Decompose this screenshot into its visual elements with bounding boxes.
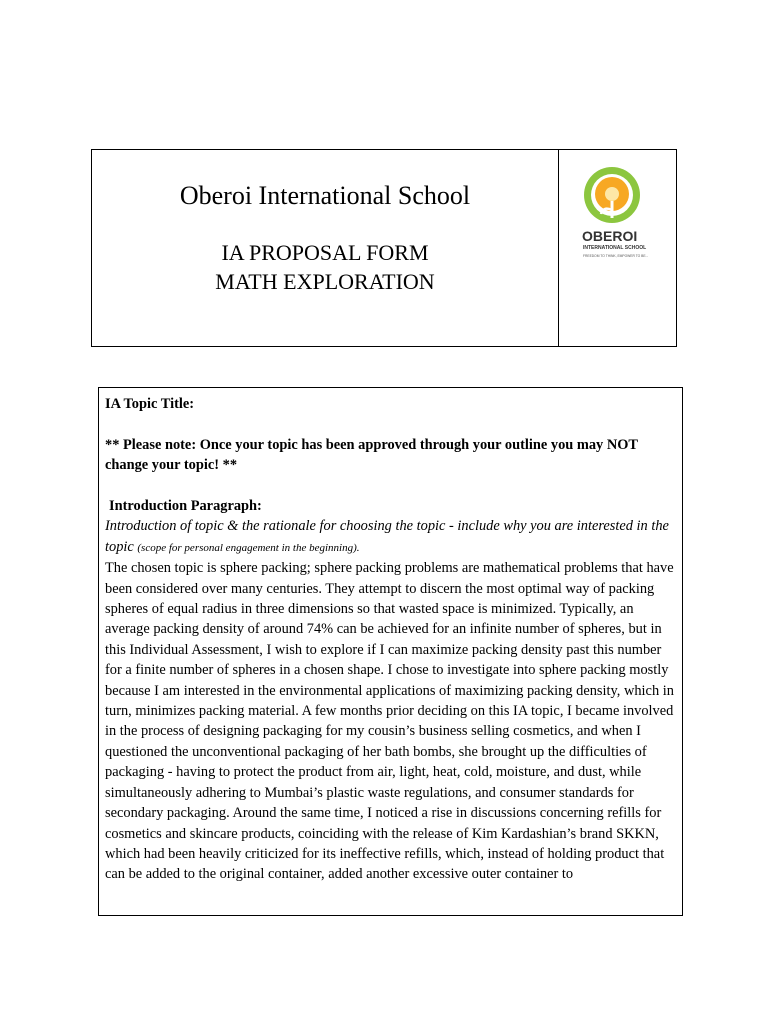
- school-name: Oberoi International School: [179, 181, 471, 210]
- approval-note: ** Please note: Once your topic has been approved through your outline you may NOT change your topic! **: [105, 436, 638, 474]
- form-title-line2: MATH EXPLORATION: [215, 269, 435, 294]
- form-title-line1: IA PROPOSAL FORM: [221, 240, 429, 265]
- intro-instruction-text: Introduction of topic & the rationale for choosing the topic - include why you are interested in the topic: [105, 518, 669, 555]
- intro-scope-text: (scope for personal engagement in the beginning).: [137, 541, 360, 554]
- logo-tagline: FREEDOM TO THINK, EMPOWER TO BE...: [583, 254, 649, 258]
- topic-title-label: IA Topic Title:: [105, 396, 195, 412]
- header-logo-cell: [559, 150, 676, 346]
- header-title-cell: [92, 150, 559, 346]
- header-table: [91, 149, 677, 347]
- intro-heading: Introduction Paragraph:: [109, 498, 262, 514]
- logo-wordmark: OBEROI: [582, 228, 638, 244]
- intro-body-text: The chosen topic is sphere packing; sphere packing problems are mathematical problems that have been considered over many centuries. They attempt to discern the most optimal way of packing spheres of equal radius in three dimensions so that wasted space is minimized. Typically, an average packing density of around 74% can be achieved for an infinite number of spheres, but in this Individual Assessment, I wish to explore if I can maximize packing density past this number for a finite number of spheres in a chosen shape. I chose to investigate into sphere packing mostly because I am interested in the environmental applications of maximizing packing density, which in turn, minimizes packing material. A few months prior deciding on this IA topic, I became involved in the process of designing packaging for my cousin’s business selling cosmetics, and when I questioned the unconventional packaging of her bath bombs, she brought up the difficulties of packaging - having to protect the product from air, light, heat, cold, moisture, and dust, while simultaneously adhering to Mumbai’s plastic waste regulations, and consumer standards for secondary packaging. Around the same time, I noticed a rise in discussions concerning refills for cosmetics and skincare products, coinciding with the release of Kim Kardashian’s brand SKKN, which had been heavily criticized for its ineffective refills, which, instead of holding product that can be added to the original container, added another excessive outer container to: [105, 560, 674, 883]
- school-logo: [579, 162, 659, 262]
- proposal-content-box: [98, 387, 683, 916]
- logo-subtitle: INTERNATIONAL SCHOOL: [583, 245, 647, 251]
- intro-instruction: [105, 516, 674, 558]
- form-title: [92, 238, 558, 296]
